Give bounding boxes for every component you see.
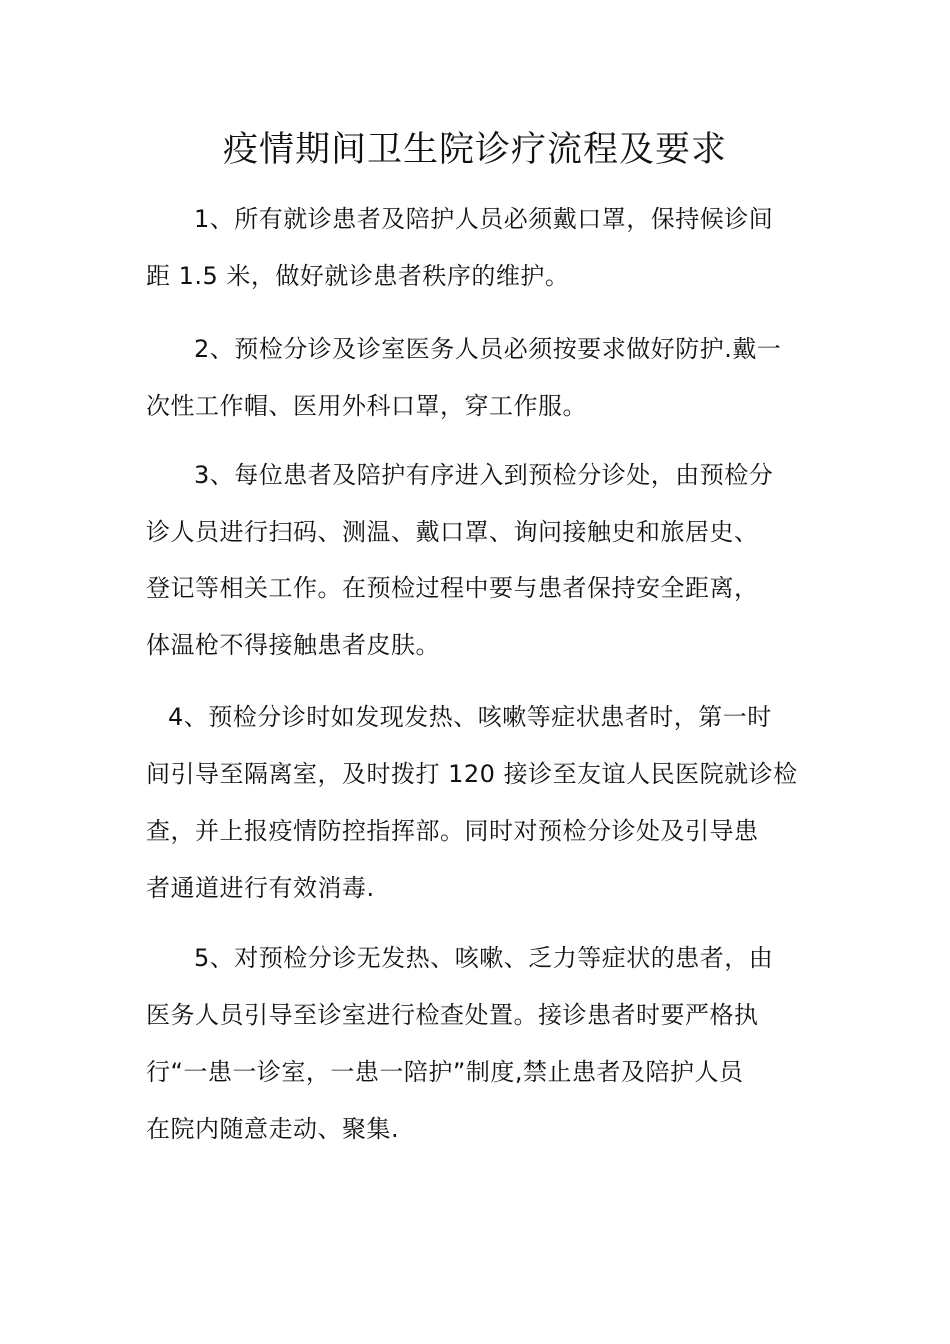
paragraph-1-line-1: 1、所有就诊患者及陪护人员必须戴口罩，保持候诊间 [194,205,774,233]
paragraph-3-line-4: 体温枪不得接触患者皮肤。 [146,631,440,659]
document-title: 疫情期间卫生院诊疗流程及要求 [222,130,727,170]
paragraph-3-line-1: 3、每位患者及陪护有序进入到预检分诊处，由预检分 [194,461,774,489]
paragraph-1-line-2: 距 1.5 米，做好就诊患者秩序的维护。 [146,262,570,290]
paragraph-4-line-1: 4、预检分诊时如发现发热、咳嗽等症状患者时，第一时 [168,703,772,731]
paragraph-4-line-4: 者通道进行有效消毒. [146,874,375,902]
paragraph-5-line-1: 5、对预检分诊无发热、咳嗽、乏力等症状的患者，由 [194,944,774,972]
paragraph-5-line-3: 行“一患一诊室，一患一陪护”制度,禁止患者及陪护人员 [146,1058,744,1086]
paragraph-5-line-2: 医务人员引导至诊室进行检查处置。接诊患者时要严格执 [146,1001,759,1029]
paragraph-3-line-3: 登记等相关工作。在预检过程中要与患者保持安全距离， [146,574,759,602]
paragraph-3-line-2: 诊人员进行扫码、测温、戴口罩、询问接触史和旅居史、 [146,518,759,546]
paragraph-5-line-4: 在院内随意走动、聚集. [146,1115,400,1143]
paragraph-2-line-1: 2、预检分诊及诊室医务人员必须按要求做好防护.戴一 [194,335,782,363]
paragraph-2-line-2: 次性工作帽、医用外科口罩，穿工作服。 [146,392,587,420]
paragraph-4-line-3: 查，并上报疫情防控指挥部。同时对预检分诊处及引导患 [146,817,759,845]
paragraph-4-line-2: 间引导至隔离室，及时拨打 120 接诊至友谊人民医院就诊检 [146,760,798,788]
